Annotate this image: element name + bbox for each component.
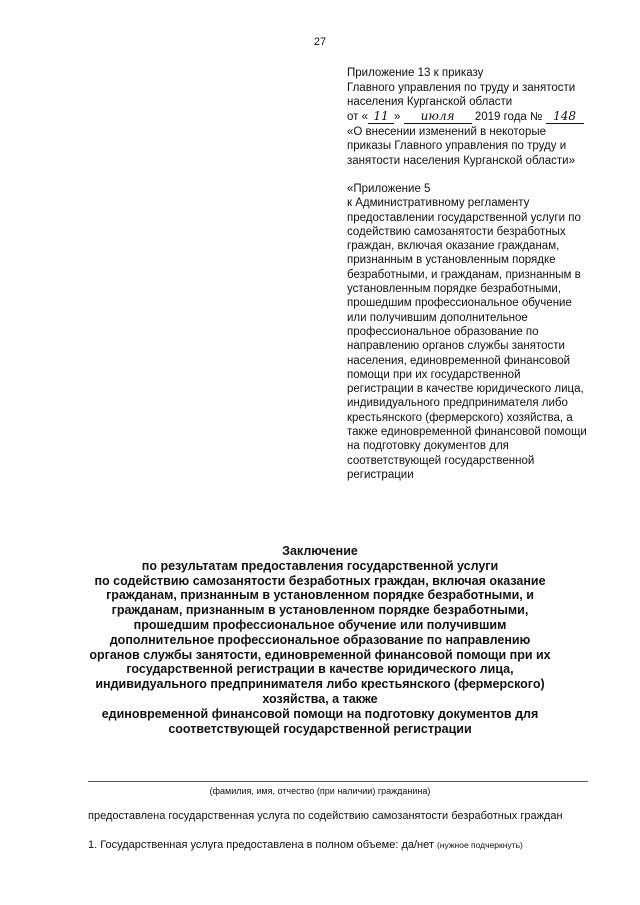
conclusion-line: прошедшим профессиональное обучение или получившим (133, 617, 507, 632)
conclusion-title: Заключение (282, 544, 358, 558)
order-title-line-1: «О внесении изменений в некоторые (347, 125, 547, 138)
order-title-line-2: приказы Главного управления по труду и (347, 140, 567, 152)
conclusion-line: по содействию самозанятости безработных граждан, включая оказание (94, 573, 546, 588)
regulation-line: помощи при их государственной (347, 368, 521, 381)
conclusion-line: единовременной финансовой помощи на подготовку документов для (101, 706, 539, 721)
conclusion-line: хозяйства, а также (262, 691, 378, 706)
conclusion-line: индивидуального предпринимателя либо крестьянского (фермерского) (95, 677, 545, 692)
order-date-number-line (347, 110, 617, 125)
regulation-line: крестьянского (фермерского) хозяйства, а (347, 411, 573, 424)
appendix-line-3: населения Курганской области (347, 96, 513, 108)
regulation-line: направлению органов службы занятости (347, 340, 565, 353)
regulation-line: признанным в установленным порядке (347, 254, 556, 267)
item-1-note: (нужное подчеркнуть) (436, 840, 523, 850)
regulation-line: населения, единовременной финансовой (347, 354, 571, 367)
conclusion-line: государственной регистрации в качестве юридического лица, (126, 662, 514, 677)
conclusion-line: дополнительное профессиональное образование по направлению (109, 632, 531, 647)
regulation-line: граждан, включая оказание гражданам, (347, 240, 560, 253)
order-day-close: » (394, 110, 401, 123)
regulation-line: соответствующей государственной (347, 454, 535, 467)
regulation-line: «Приложение 5 (347, 183, 431, 195)
regulation-line: регистрации (347, 468, 414, 481)
regulation-line: также единовременной финансовой помощи (347, 426, 587, 439)
appendix-line-1: Приложение 13 к приказу (347, 67, 484, 79)
conclusion-line: по результатам предоставления государственной услуги (141, 558, 499, 573)
order-month-handwritten: июля (404, 110, 472, 124)
regulation-line: или получившим дополнительное (347, 311, 528, 324)
regulation-line: прошедшим профессиональное обучение (347, 297, 572, 310)
regulation-line: предоставлении государственной услуги по (347, 211, 581, 224)
regulation-line: установленным порядке безработными, (347, 283, 562, 296)
order-prefix: от « (347, 110, 369, 123)
regulation-line: к Административному регламенту (347, 197, 530, 210)
conclusion-line: органов службы занятости, единовременной финансовой помощи при их (89, 647, 551, 662)
fio-caption: (фамилия, имя, отчество (при наличии) гражданина) (209, 786, 431, 796)
order-day-handwritten: 11 (368, 110, 394, 124)
conclusion-heading (60, 544, 580, 736)
regulation-line: безработными, и гражданам, признанным в (347, 268, 581, 281)
order-year-text: 2019 года № (474, 110, 543, 123)
regulation-line: индивидуального предпринимателя либо (347, 397, 568, 410)
conclusion-line: соответствующей государственной регистрации (168, 721, 472, 736)
item-1-text: 1. Государственная услуга предоставлена в полном объеме: да/нет (88, 839, 434, 851)
conclusion-line: гражданам, признанным в установленном порядке безработными, и (106, 588, 534, 603)
regulation-line: регистрации в качестве юридического лица, (347, 383, 584, 396)
regulation-appendix-block (347, 182, 617, 482)
conclusion-line: гражданам, признанным в установленном порядке безработными, (111, 603, 529, 618)
order-number-handwritten: 148 (546, 110, 584, 124)
fio-fill-line[interactable] (88, 781, 588, 782)
service-provided-text: предоставлена государственная услуга по содействию самозанятости безработных граждан (88, 810, 563, 822)
order-title-line-3: занятости населения Курганской области» (347, 154, 575, 167)
appendix-header (347, 66, 617, 482)
item-1-full-volume (88, 839, 523, 851)
regulation-line: на подготовку документов для (347, 440, 509, 453)
page-number: 27 (313, 36, 327, 48)
appendix-line-2: Главного управления по труду и занятости (347, 81, 576, 94)
regulation-line: профессиональное образование по (347, 325, 539, 338)
regulation-line: содействию самозанятости безработных (347, 225, 566, 238)
